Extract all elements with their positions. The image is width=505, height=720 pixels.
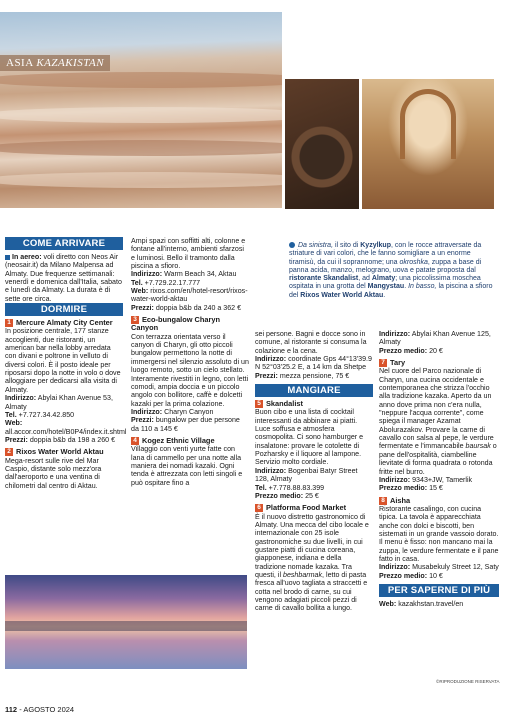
copyright-note: ©RIPRODUZIONE RISERVATA <box>436 679 500 684</box>
dormire-header: DORMIRE <box>5 303 123 316</box>
come-arrivare-text: In aereo: voli diretto con Neos Air (neosair.it) da Milano Malpensa ad Almaty. Due frequenze settimanali: venerdì e domenica dall'Italia, sabato e lunedì da Almaty. La durata è di sette ore circa. <box>5 253 122 303</box>
column-1 <box>5 237 127 494</box>
page-footer: 112 - AGOSTO 2024 <box>5 705 75 714</box>
bullet-icon <box>289 242 295 248</box>
entry-kogez: 4 Kogez Ethnic Village Villaggio con venti yurte fatte con lana di cammello per una notte alla maniera dei nomadi kazaki. Ogni tenda è attrezzata con letti singoli e può ospitare fino a <box>131 435 243 487</box>
entry-kogez-continued: sei persone. Bagni e docce sono in comune, al ristorante si consuma la colazione e la cena. Indirizzo: coordinate Gps 44°13'39.9 N 52°03'25.2 E, a 14 km da Shetpe Prezzi: mezza pensione, 75 € <box>255 330 372 380</box>
rock-stripe <box>0 140 282 156</box>
rock-stripe <box>0 172 282 188</box>
per-saperne-web: Web: kazakhstan.travel/en <box>379 599 464 608</box>
come-arrivare-header: COME ARRIVARE <box>5 237 123 250</box>
photo-caption: Da sinistra, il sito di Kyzylkup, con le rocce attraversate da striature di vari colori, che le fanno somigliare a un enorme tiramisù, da cui il soprannome; una okroshka, zuppa a base di panna acida, manzo, melograno, uova e patate proposta dal ristorante Skandalist, ad Almaty; una piccolissima moschea ospitata in una grotta del Mangystau. In basso, la piscina a sfioro del Rixos Water World Aktau. <box>289 242 493 299</box>
entry-charyn: 3 Eco-bungalow Charyn Canyon Con terrazza orientata verso il canyon di Charyn, gli otto piccoli bungalow permettono la notte di immergersi nel silenzio assoluto di un luogo remoto, sotto un cielo stellato. Interamente rivestiti in legno, con letti comodi, ampia doccia e un piccolo angolo con bollitore, caffè e dolcetti kazaki per la prima colazione. Indirizzo: Charyn Canyon Prezzi: bungalow per due persone da 110 a 145 € <box>131 315 249 433</box>
column-4 <box>379 330 499 608</box>
issue-date: AGOSTO 2024 <box>23 705 75 714</box>
column-2 <box>131 237 249 491</box>
entry-rixos-continued: Ampi spazi con soffitti alti, colonne e fontane all'interno, ambienti sfarzosi e luminosi. Bello il tramonto dalla piscina a sfioro. Indirizzo: Warm Beach 34, Aktau Tel. +7.729.22.17.777 Web: rixos.com/en/hotel-resort/rixos-water-world-aktau Prezzi: doppia b&b da 240 a 362 € <box>131 237 248 312</box>
per-saperne-header: PER SAPERNE DI PIÙ <box>379 584 499 597</box>
rock-stripe <box>0 72 282 88</box>
entry-mercure: 1 Mercure Almaty City Center In posizione centrale, 177 stanze accoglienti, due ristoranti, un american bar nella lobby arredata con divani e poltrone in velluto di diversi colori. È il posto ideale per riposarsi dopo la notte in volo o dove alloggiare per dedicarsi alla visita di Almaty. Indirizzo: Abylai Khan Avenue 53, Almaty Tel. +7.727.34.42.850 Web: all.accor.com/hotel/B0P4/index.it.shtml Prezzi: doppia b&b da 198 a 260 € <box>5 318 127 444</box>
mangiare-header: MANGIARE <box>255 384 373 397</box>
canyon-photo <box>0 12 282 208</box>
rock-stripe <box>0 107 282 123</box>
entry-platforma: 6 Platforma Food Market È il nuovo distretto gastronomico di Almaty. Una mecca del cibo locale e internazionale con 25 isole gastronomiche su due livelli, in cui gustare piatti di cucina coreana, giapponese, indiana e della tradizione nomade kazaka. Tra questi, il beshbarmak, letto di pasta fresca all'uovo tagliata a straccetti e cotta nel brodo di carne, su cui vengono adagiati piccoli pezzi di carne di cavallo bollita a lungo. <box>255 503 369 613</box>
okroshka-photo <box>285 79 359 209</box>
page-number: 112 <box>5 705 18 714</box>
entry-platforma-continued: Indirizzo: Abylai Khan Avenue 125, Almaty Prezzo medio: 20 € <box>379 330 491 355</box>
square-bullet-icon <box>5 255 10 260</box>
column-3 <box>255 330 373 617</box>
mosque-cave-photo <box>362 79 494 209</box>
entry-aisha: 8 Aisha Ristorante casalingo, con cucina tipica. La tavola è apparecchiata anche con dolci e biscotti, ben sistemati in un grande vassoio dorato. Il menu è fisso: non mancano mai la zuppa, le verdure fermentate e il pane fatto in casa. Indirizzo: Musabekuly Street 12, Saty Prezzo medio: 10 € <box>379 495 499 580</box>
pool-photo <box>5 575 247 669</box>
entry-tary: 7 Tary Nel cuore del Parco nazionale di Charyn, una cucina occidentale e contemporanea che strizza l'occhio alla tradizione kazaka. Aperto da un anno dove prima non c'era nulla, "neppure l'acqua corrente", come spiega il manager Azamat Abolurazakov. Provare la carne di cavallo con salsa al pepe, le verdure fermentate e l'immancabile baursak o pane dell'ospitalità, ciambelline lievitate di forma quadrata o rotonda fritte nel burro. Indirizzo: 9343+JW, Tamerlik Prezzo medio: 15 € <box>379 358 497 493</box>
entry-skandalist: 5 Skandalist Buon cibo e una lista di cocktail interessanti da abbinare ai piatti. Luce soffusa e atmosfera cosmopolita. Ci sono hamburger e insalatone: provare le cotolette di Pozharsky e il liquore al lampone. Servizio molto cordiale. Indirizzo: Bogenbai Batyr Street 128, Almaty Tel. +7.778.88.83.399 Prezzo medio: 25 € <box>255 399 364 500</box>
arch-shape <box>400 89 456 159</box>
entry-rixos: 2 Rixos Water World Aktau Mega-resort sulle rive del Mar Caspio, distante solo mezz'ora dall'aeroporto e una ventina di chilometri dal centro di Aktau. <box>5 447 104 490</box>
section-label: ASIA KAZAKISTAN <box>0 55 110 71</box>
shore-line <box>5 621 247 631</box>
